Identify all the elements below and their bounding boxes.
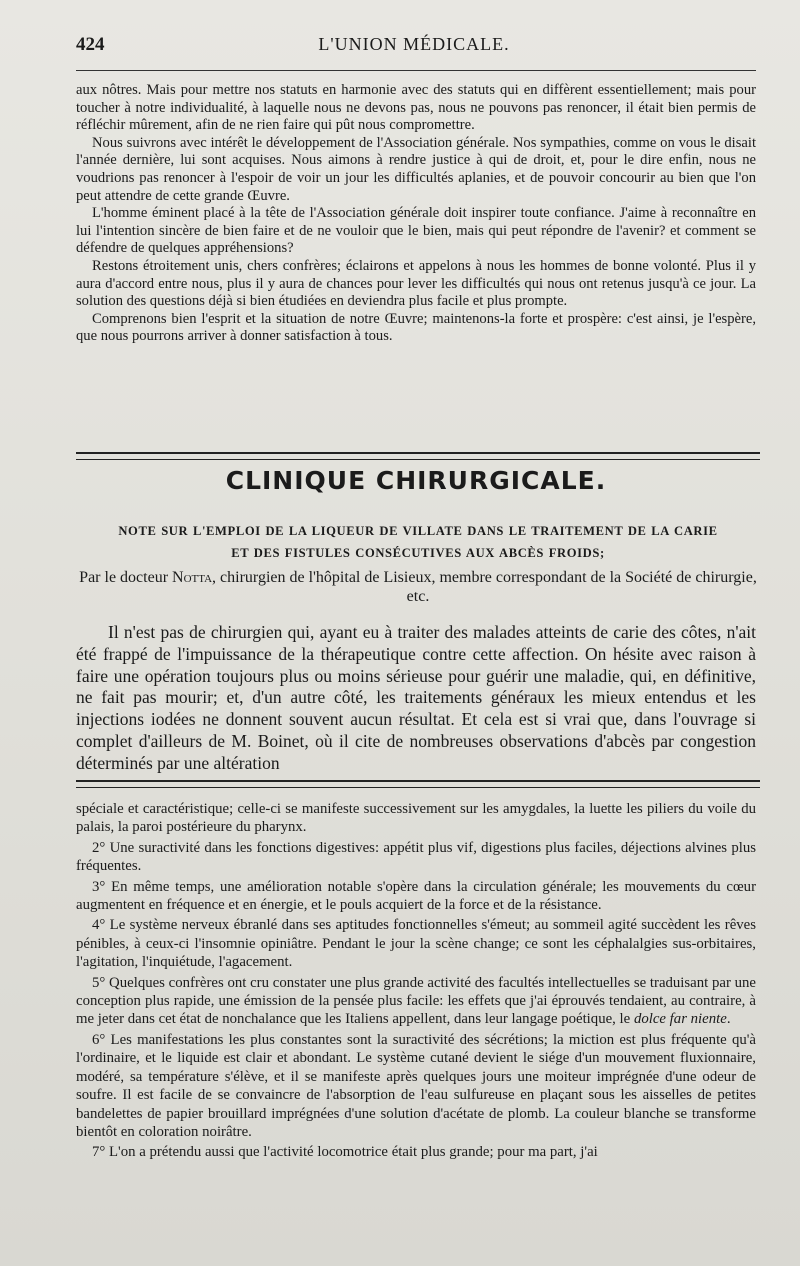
note-title-line: NOTE SUR L'EMPLOI DE LA LIQUEUR DE VILLATE DANS LE TRAITEMENT DE LA CARIE (118, 524, 718, 538)
running-title: L'UNION MÉDICALE. (318, 34, 510, 54)
byline-suffix: , chirurgien de l'hôpital de Lisieux, membre correspondant de la Société de chirurgie, etc. (212, 569, 757, 605)
lead-text (76, 622, 756, 775)
feuilleton-paragraph: 6° Les manifestations les plus constantes sont la suractivité des sécrétions; la miction est plus fréquente qu'à l'ordinaire, et le liquide est clair et abondant. Le système cutané devient le siége d'un mouvement fluxionnaire, modéré, sa température s'élève, et il se manifeste après quelques jours une moiteur imprégnée d'une odeur de soufre. Il est facile de se convaincre de l'absorption de l'eau sulfureuse en plaçant sous les aisselles de petites bandelettes de papier brouillard imprégnées d'une solution d'acétate de plomb. La couleur blanche se transforme bientôt en coloration noirâtre. (76, 1031, 756, 1140)
italic-phrase: dolce far niente (633, 1011, 727, 1028)
intro-paragraph: Nous suivrons avec intérêt le développement de l'Association générale. Nos sympathies, comme on vous le disait l'année dernière, lui sont acquises. Nous aimons à rendre justice à qui de droit, et, pour le dire enfin, nous ne voudrions pas renoncer à l'espoir de voir un jour les difficultés aplanies, et de pouvoir concourir au bien que l'on peut attendre de cette grande Œuvre. (76, 134, 756, 204)
intro-text (76, 82, 756, 346)
page-number: 424 (76, 34, 105, 55)
feuilleton-paragraph: 2° Une suractivité dans les fonctions digestives: appétit plus vif, digestions plus faciles, déjections alvines plus fréquentes. (76, 839, 756, 875)
byline-prefix: Par le docteur (79, 569, 173, 586)
lead-paragraph: Il n'est pas de chirurgien qui, ayant eu à traiter des malades atteints de carie des côtes, n'ait été frappé de l'impuissance de la thérapeutique contre cette affection. On hésite avec raison à faire une opération toujours plus ou moins sérieuse pour guérir une maladie, qui, en définitive, ne fait pas mourir; et, d'un autre côté, les traitements généraux les mieux entendus et les injections iodées ne donnent souvent aucun résultat. Et cela est si vrai que, dans l'ouvrage si complet d'ailleurs de M. Boinet, où il cite de nombreuses observations d'abcès par congestion déterminés par une altération (76, 622, 756, 773)
feuilleton-divider (76, 780, 760, 788)
intro-paragraph: aux nôtres. Mais pour mettre nos statuts en harmonie avec des statuts qui en diffèrent essentiellement; mais pour toucher à notre individualité, à laquelle nous ne devons pas, nous ne pouvons pas renoncer, il était bien permis de réfléchir mûrement, afin de ne rien faire qui pût nous compromettre. (76, 82, 756, 134)
section-divider (76, 452, 760, 460)
feuilleton-text-run: . (726, 1011, 731, 1028)
author-name: Notta (172, 569, 213, 586)
header-rule (76, 70, 756, 71)
note-title-line: ET DES FISTULES CONSÉCUTIVES AUX ABCÈS FROIDS; (231, 546, 605, 560)
feuilleton-paragraph: 4° Le système nerveux ébranlé dans ses aptitudes fonctionnelles s'émeut; au sommeil agité succèdent les rêves pénibles, à ceux-ci l'insomnie opiniâtre. Pendant le jour la scène change; ce sont les céphalalgies sus-orbitaires, l'agitation, l'inquiétude, l'agacement. (76, 917, 756, 971)
feuilleton-paragraph: spéciale et caractéristique; celle-ci se manifeste successivement sur les amygdales, la luette les piliers du voile du palais, la paroi postérieure du pharynx. (76, 801, 756, 836)
note-title (76, 520, 760, 564)
intro-paragraph: Restons étroitement unis, chers confrères; éclairons et appelons à nous les hommes de bonne volonté. Plus il y aura d'accord entre nous, plus il y aura de chances pour lever les difficultés qui nous ont retenus jusqu'à ce jour. La solution des questions déjà si bien étudiées en deviendra plus facile et plus prompte. (76, 257, 756, 310)
feuilleton-text-run: 5° Quelques confrères ont cru constater une plus grande activité des facultés intellectuelles se traduisant par une conception plus rapide, une émission de la pensée plus facile: les effets que j'ai éprouvés tendaient, au contraire, à me jeter dans cet état de nonchalance que les Italiens appellent, dans leur langage poétique, le (76, 974, 756, 1028)
page-header (76, 34, 752, 62)
feuilleton-paragraph (76, 974, 756, 1029)
byline (76, 568, 760, 606)
feuilleton-text (76, 800, 756, 1162)
intro-paragraph: Comprenons bien l'esprit et la situation de notre Œuvre; maintenons-la forte et prospère: c'est ainsi, je l'espère, que nous pourrons arriver à donner satisfaction à tous. (76, 310, 756, 345)
section-title: CLINIQUE CHIRURGICALE. (225, 466, 607, 495)
intro-paragraph: L'homme éminent placé à la tête de l'Association générale doit inspirer toute confiance. J'aime à reconnaître en lui l'intention sincère de bien faire et de ne vouloir que le bien, mais qui peut répondre de l'avenir? et comment se défendre de quelques appréhensions? (76, 205, 756, 257)
feuilleton-paragraph: 3° En même temps, une amélioration notable s'opère dans la circulation générale; les mouvements du cœur augmentent en fréquence et en énergie, et le pouls acquiert de la force et de la résistance. (76, 878, 756, 914)
feuilleton-paragraph: 7° L'on a prétendu aussi que l'activité locomotrice était plus grande; pour ma part, j'ai (92, 1144, 598, 1161)
